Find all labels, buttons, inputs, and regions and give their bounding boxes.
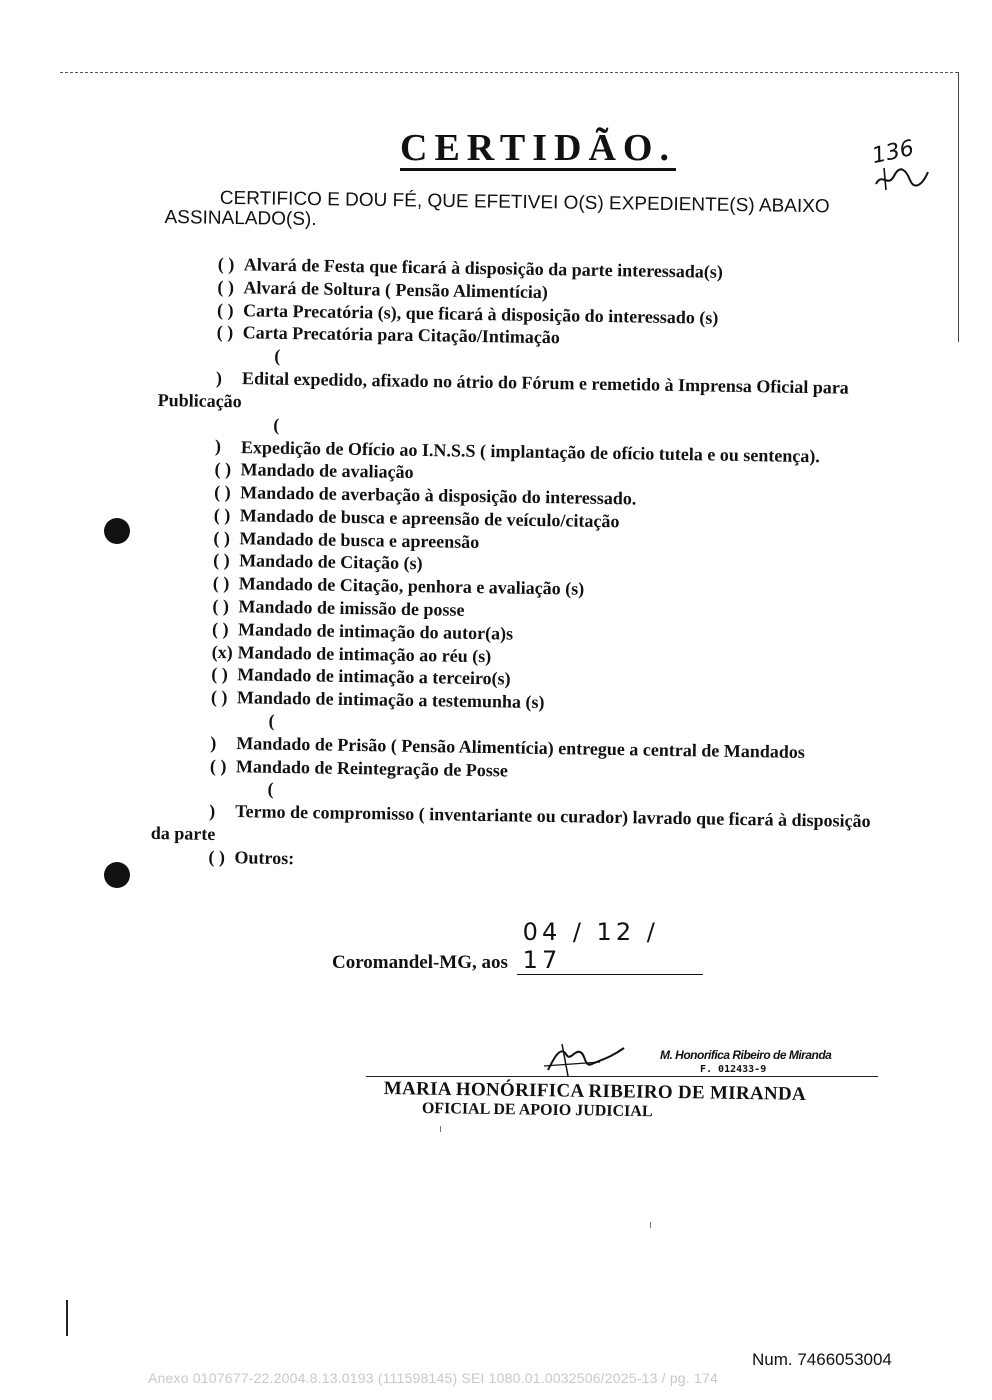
folio-number: 136 [869,135,917,170]
place-date-prefix: Coromandel-MG, aos [332,952,508,973]
checkbox-mark: (x) [211,641,233,662]
checklist-item-label: Mandado de avaliação [240,459,414,483]
handwritten-signature [540,1040,630,1080]
checkbox-mark: ( ) [213,550,230,571]
checkbox-mark: ( ) [216,299,234,320]
document-number: Num. 7466053004 [752,1350,892,1369]
checklist-item-label: Mandado de intimação ao réu (s) [237,641,492,666]
checkbox-mark: ( ) [214,459,232,480]
annex-reference: Anexo 0107677-22.2004.8.13.0193 (111598145) SEI 1080.01.0032506/2025-13 / pg. 174 [148,1370,718,1386]
checklist-item-label: Mandado de imissão de posse [238,596,465,620]
punch-hole-mark [104,862,130,888]
checklist-item-label: Mandado de intimação a terceiro(s) [237,664,511,689]
checklist-item-label: Mandado de Prisão ( Pensão Alimentícia) entregue a central de Mandados [236,732,806,762]
checkbox-mark: ( ) [216,322,234,343]
checklist-item-label: Mandado de Citação, penhora e avaliação (s) [238,573,585,599]
signature-line [366,1076,878,1077]
checkbox-mark: ( ) [208,846,226,867]
checklist-item-label: Alvará de Soltura ( Pensão Alimentícia) [243,277,549,302]
checkbox-mark: ( ) [211,664,229,685]
checkbox-mark: ( ) [209,779,274,822]
checklist-item-label: Outros: [234,846,295,868]
official-role: OFICIAL DE APOIO JUDICIAL [421,1100,653,1121]
checklist-item [151,776,882,856]
checkbox-mark: ( ) [217,276,235,297]
checklist-item-label: Mandado de Citação (s) [239,550,423,574]
checklist-item-label: Alvará de Festa que ficará à disposição da parte interessada(s) [243,254,724,282]
scan-speck [650,1222,651,1228]
document-title: CERTIDÃO. [400,127,676,169]
checkbox-mark: ( ) [214,414,280,457]
scan-speck [440,1126,441,1132]
checklist-item-label: Edital expedido, afixado no átrio do Fórum e remetido à Imprensa Oficial para Publicação [157,368,849,412]
stamp-registration: F. 012433-9 [700,1064,767,1075]
checkbox-mark: ( ) [210,686,228,708]
checklist-item-label: Mandado de Reintegração de Posse [235,755,509,781]
stamp-name: M. Honorifica Ribeiro de Miranda [660,1048,832,1062]
checkbox-mark: ( ) [214,481,231,503]
checklist-item-label: Termo de compromisso ( inventariante ou curador) lavrado que ficará à disposição da parte [150,801,871,844]
checkbox-mark: ( ) [211,618,229,639]
checklist-item [157,343,888,423]
checkbox-mark: ( ) [217,253,235,275]
checkbox-mark: ( ) [212,573,230,594]
checkbox-mark: ( ) [210,710,275,753]
top-border-line [60,72,958,73]
punch-hole-mark [104,518,130,544]
checklist-item-label: Carta Precatória (s), que ficará à disposição do interessado (s) [242,299,719,328]
checklist [150,252,890,879]
checkbox-mark: ( ) [209,755,227,776]
checkbox-mark: ( ) [212,595,230,617]
checklist-item-label: Mandado de busca e apreensão [239,527,480,552]
official-name: MARIA HONÓRIFICA RIBEIRO DE MIRANDA [383,1078,807,1105]
checklist-item-label: Mandado de averbação à disposição do interessado. [240,482,637,509]
checklist-item-label: Carta Precatória para Citação/Intimação [242,322,560,348]
checklist-item-label: Expedição de Ofício ao I.N.S.S ( implantação de ofício tutela e ou sentença). [240,436,821,466]
checkbox-mark: ( ) [215,345,281,388]
certification-statement: CERTIFICO E DOU FÉ, QUE EFETIVEI O(S) EXPEDIENTE(S) ABAIXO ASSINALADO(S). [164,187,830,231]
checklist-item-label: Mandado de intimação do autor(a)s [237,619,514,644]
checklist-item-label: Mandado de busca e apreensão de veículo/citação [239,505,620,532]
left-border-mark [66,1300,68,1336]
handwritten-date: 04 / 12 / 17 [517,918,703,975]
checkbox-mark: ( ) [213,504,231,525]
checklist-item-label: Mandado de intimação a testemunha (s) [236,687,545,713]
place-date-line [332,918,703,975]
right-border-line [958,72,959,342]
folio-initials-signature [872,162,932,192]
checkbox-mark: ( ) [213,527,231,548]
